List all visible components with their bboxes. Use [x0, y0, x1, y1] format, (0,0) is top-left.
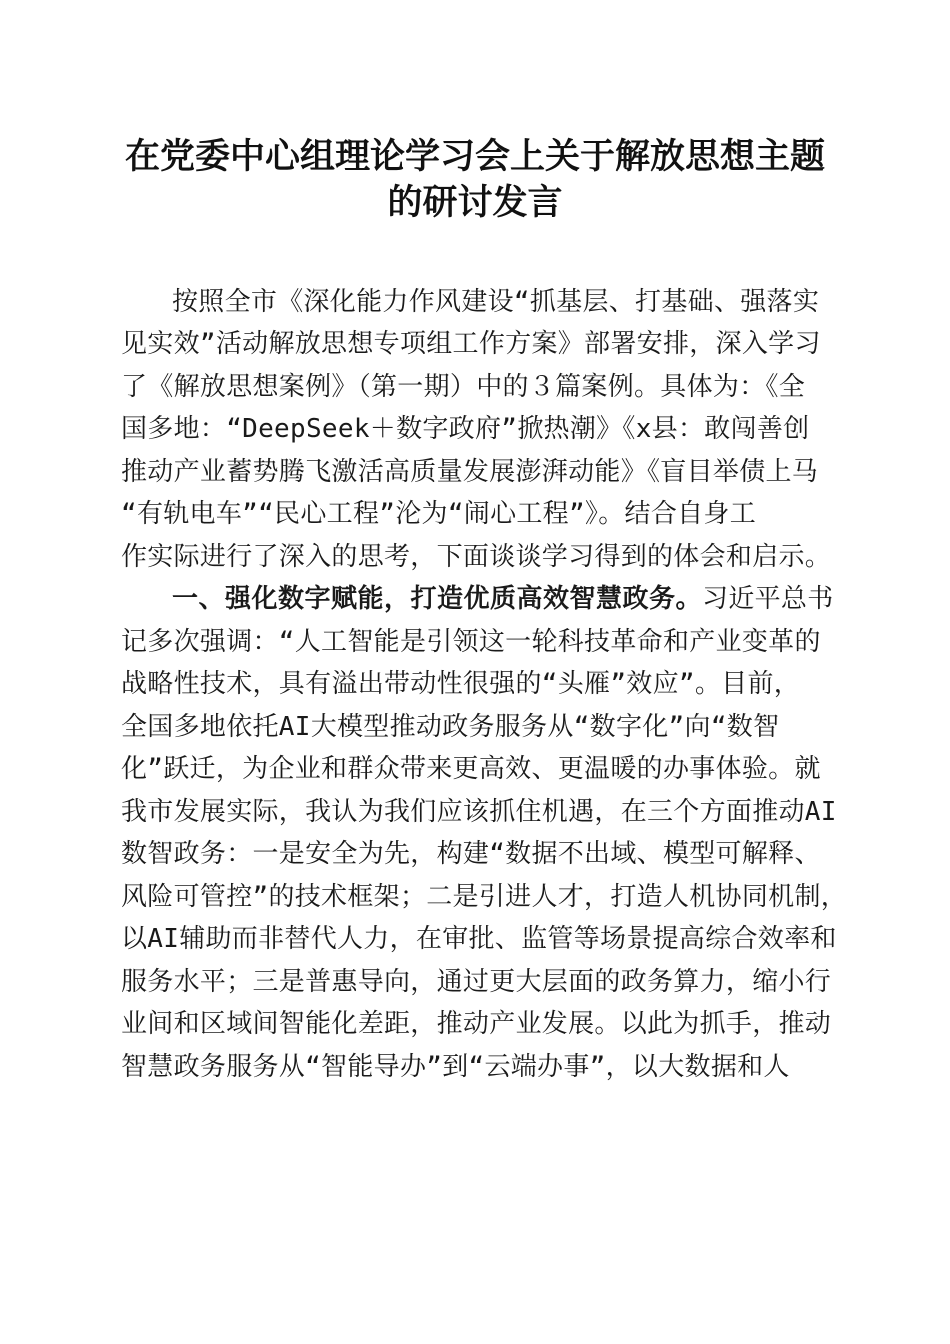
body-line: 以AI辅助而非替代人力，在审批、监管等场景提高综合效率和: [121, 924, 837, 954]
body-line: 了《解放思想案例》（第一期）中的３篇案例。具体为：《全: [121, 372, 806, 402]
section-lead-text: 习近平总书: [702, 584, 834, 614]
section-heading: 一、强化数字赋能，打造优质高效智慧政务。: [172, 584, 703, 614]
body-line: 战略性技术，具有溢出带动性很强的“头雁”效应”。目前，: [121, 669, 801, 699]
body-line: 见实效”活动解放思想专项组工作方案》部署安排，深入学习: [121, 329, 821, 359]
body-line: 国多地：“DeepSeek＋数字政府”掀热潮》《x县：敢闯善创: [121, 414, 810, 444]
body-line: 智慧政务服务从“智能导办”到“云端办事”，以大数据和人: [121, 1052, 790, 1082]
body-line: 作实际进行了深入的思考，下面谈谈学习得到的体会和启示。: [121, 542, 832, 572]
body-line: 按照全市《深化能力作风建设“抓基层、打基础、强落实: [172, 287, 820, 317]
body-line: 推动产业蓄势腾飞激活高质量发展澎湃动能》《盲目举债上马: [121, 457, 819, 487]
body-line: 我市发展实际，我认为我们应该抓住机遇，在三个方面推动AI: [121, 797, 837, 827]
document-title-line-2: 的研讨发言: [387, 182, 563, 223]
body-line: 服务水平；三是普惠导向，通过更大层面的政务算力，缩小行: [121, 967, 832, 997]
body-line: 风险可管控”的技术框架；二是引进人才，打造人机协同机制，: [121, 882, 848, 912]
body-line: 记多次强调：“人工智能是引领这一轮科技革命和产业变革的: [121, 627, 821, 657]
body-line: 业间和区域间智能化差距，推动产业发展。以此为抓手，推动: [121, 1009, 832, 1039]
document-title-line-1: 在党委中心组理论学习会上关于解放思想主题: [124, 136, 825, 177]
section-heading-line: [172, 582, 834, 616]
body-line: 数智政务：一是安全为先，构建“数据不出域、模型可解释、: [121, 839, 821, 869]
body-line: 全国多地依托AI大模型推动政务服务从“数字化”向“数智: [121, 712, 780, 742]
body-line: “有轨电车”“民心工程”沦为“闹心工程”》。结合自身工: [121, 499, 757, 529]
body-line: 化”跃迁，为企业和群众带来更高效、更温暖的办事体验。就: [121, 754, 821, 784]
